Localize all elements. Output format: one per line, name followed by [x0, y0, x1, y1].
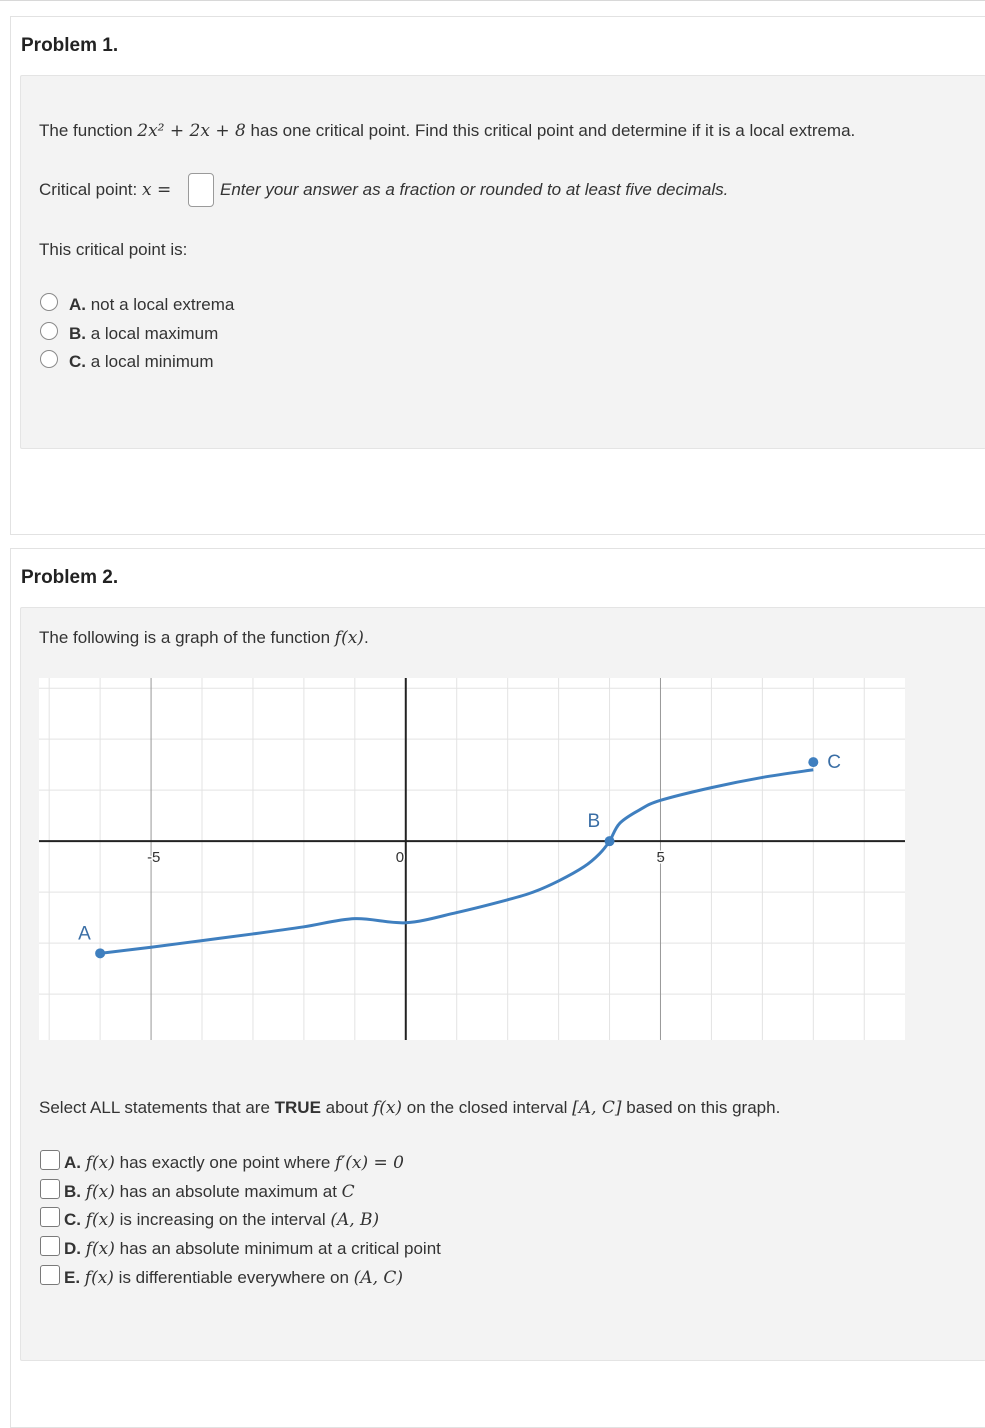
statement-letter: A.: [64, 1153, 81, 1172]
x-tick-label: 0: [395, 849, 405, 867]
option-a-radio[interactable]: [40, 293, 58, 311]
graph-intro: [39, 628, 369, 648]
statement-math: (A, C): [353, 1268, 404, 1288]
statement-b-checkbox[interactable]: [40, 1179, 60, 1199]
statement-letter: B.: [64, 1182, 81, 1201]
problem-1-card: [10, 16, 985, 535]
statement-function: f(x): [85, 1210, 115, 1230]
function-graph: [39, 678, 905, 1040]
statement-function: f(x): [84, 1268, 114, 1288]
statement-d-checkbox[interactable]: [40, 1236, 60, 1256]
problem-2-card: [10, 548, 985, 1428]
statement-letter: E.: [64, 1268, 81, 1287]
top-divider: [0, 0, 985, 1]
option-b-radio[interactable]: [40, 322, 58, 340]
point-label-a: A: [78, 923, 91, 945]
point-label-c: C: [827, 752, 842, 774]
statement-text: has an absolute minimum at a critical point: [114, 1239, 441, 1258]
statement-a-label[interactable]: [64, 1153, 404, 1173]
select-interval: [A, C]: [572, 1098, 622, 1118]
question-suffix: has one critical point. Find this critical point and determine if it is a local extrema.: [245, 121, 856, 140]
intro-function: f(x): [334, 628, 364, 648]
statement-letter: D.: [64, 1239, 81, 1258]
select-suffix: based on this graph.: [621, 1098, 781, 1117]
statement-function: f(x): [85, 1153, 115, 1173]
question-prefix: The function: [39, 121, 138, 140]
statement-text: is differentiable everywhere on: [113, 1268, 354, 1287]
problem-2-body: [20, 607, 985, 1361]
option-letter: A.: [69, 295, 86, 314]
option-text: not a local extrema: [86, 295, 235, 314]
statement-e-label[interactable]: [64, 1268, 403, 1288]
statement-function: f(x): [85, 1239, 115, 1259]
select-prefix: Select ALL statements that are: [39, 1098, 275, 1117]
select-mid2: on the closed interval: [402, 1098, 573, 1117]
critical-point-row: [39, 180, 171, 200]
intro-suffix: .: [363, 628, 369, 647]
statement-d-label[interactable]: [64, 1239, 441, 1259]
intro-prefix: The following is a graph of the function: [39, 628, 335, 647]
problem-1-body: [20, 75, 985, 449]
statement-c-label[interactable]: [64, 1210, 379, 1230]
problem-1-title: Problem 1.: [21, 35, 119, 56]
select-function: f(x): [372, 1098, 403, 1118]
problem-2-title: Problem 2.: [21, 567, 119, 588]
critical-point-prompt: This critical point is:: [39, 240, 188, 259]
option-c-radio[interactable]: [40, 350, 58, 368]
statement-text: has an absolute maximum at: [114, 1182, 342, 1201]
x-tick-label: -5: [147, 849, 161, 867]
point-a: [95, 948, 105, 958]
point-label-b: B: [587, 811, 601, 833]
option-a-label[interactable]: [69, 295, 234, 315]
select-bold: TRUE: [274, 1098, 321, 1117]
statement-letter: C.: [64, 1210, 81, 1229]
option-c-label[interactable]: [69, 352, 214, 372]
statement-c-checkbox[interactable]: [40, 1207, 60, 1227]
x-tick-label: 5: [656, 849, 665, 867]
statement-function: f(x): [85, 1182, 115, 1202]
critical-point-label: Critical point:: [39, 180, 142, 199]
critical-point-var: x =: [141, 180, 172, 200]
option-letter: B.: [69, 324, 86, 343]
statement-b-label[interactable]: [64, 1182, 355, 1202]
option-text: a local minimum: [86, 352, 214, 371]
statement-math: (A, B): [330, 1210, 380, 1230]
answer-hint: Enter your answer as a fraction or rounded to at least five decimals.: [220, 180, 729, 199]
point-c: [808, 757, 818, 767]
option-text: a local maximum: [86, 324, 219, 343]
select-instructions: [39, 1098, 780, 1118]
critical-point-answer-input[interactable]: [188, 173, 214, 207]
option-b-label[interactable]: [69, 324, 218, 344]
statement-a-checkbox[interactable]: [40, 1150, 60, 1170]
statement-math: C: [341, 1182, 355, 1202]
statement-e-checkbox[interactable]: [40, 1265, 60, 1285]
statement-text: is increasing on the interval: [114, 1210, 331, 1229]
question-function: 2x² + 2x + 8: [137, 121, 246, 141]
select-mid: about: [320, 1098, 373, 1117]
statement-text: has exactly one point where: [114, 1153, 336, 1172]
problem-1-question: [39, 121, 855, 141]
option-letter: C.: [69, 352, 86, 371]
statement-math: f′(x) = 0: [335, 1153, 404, 1173]
point-b: [605, 836, 615, 846]
